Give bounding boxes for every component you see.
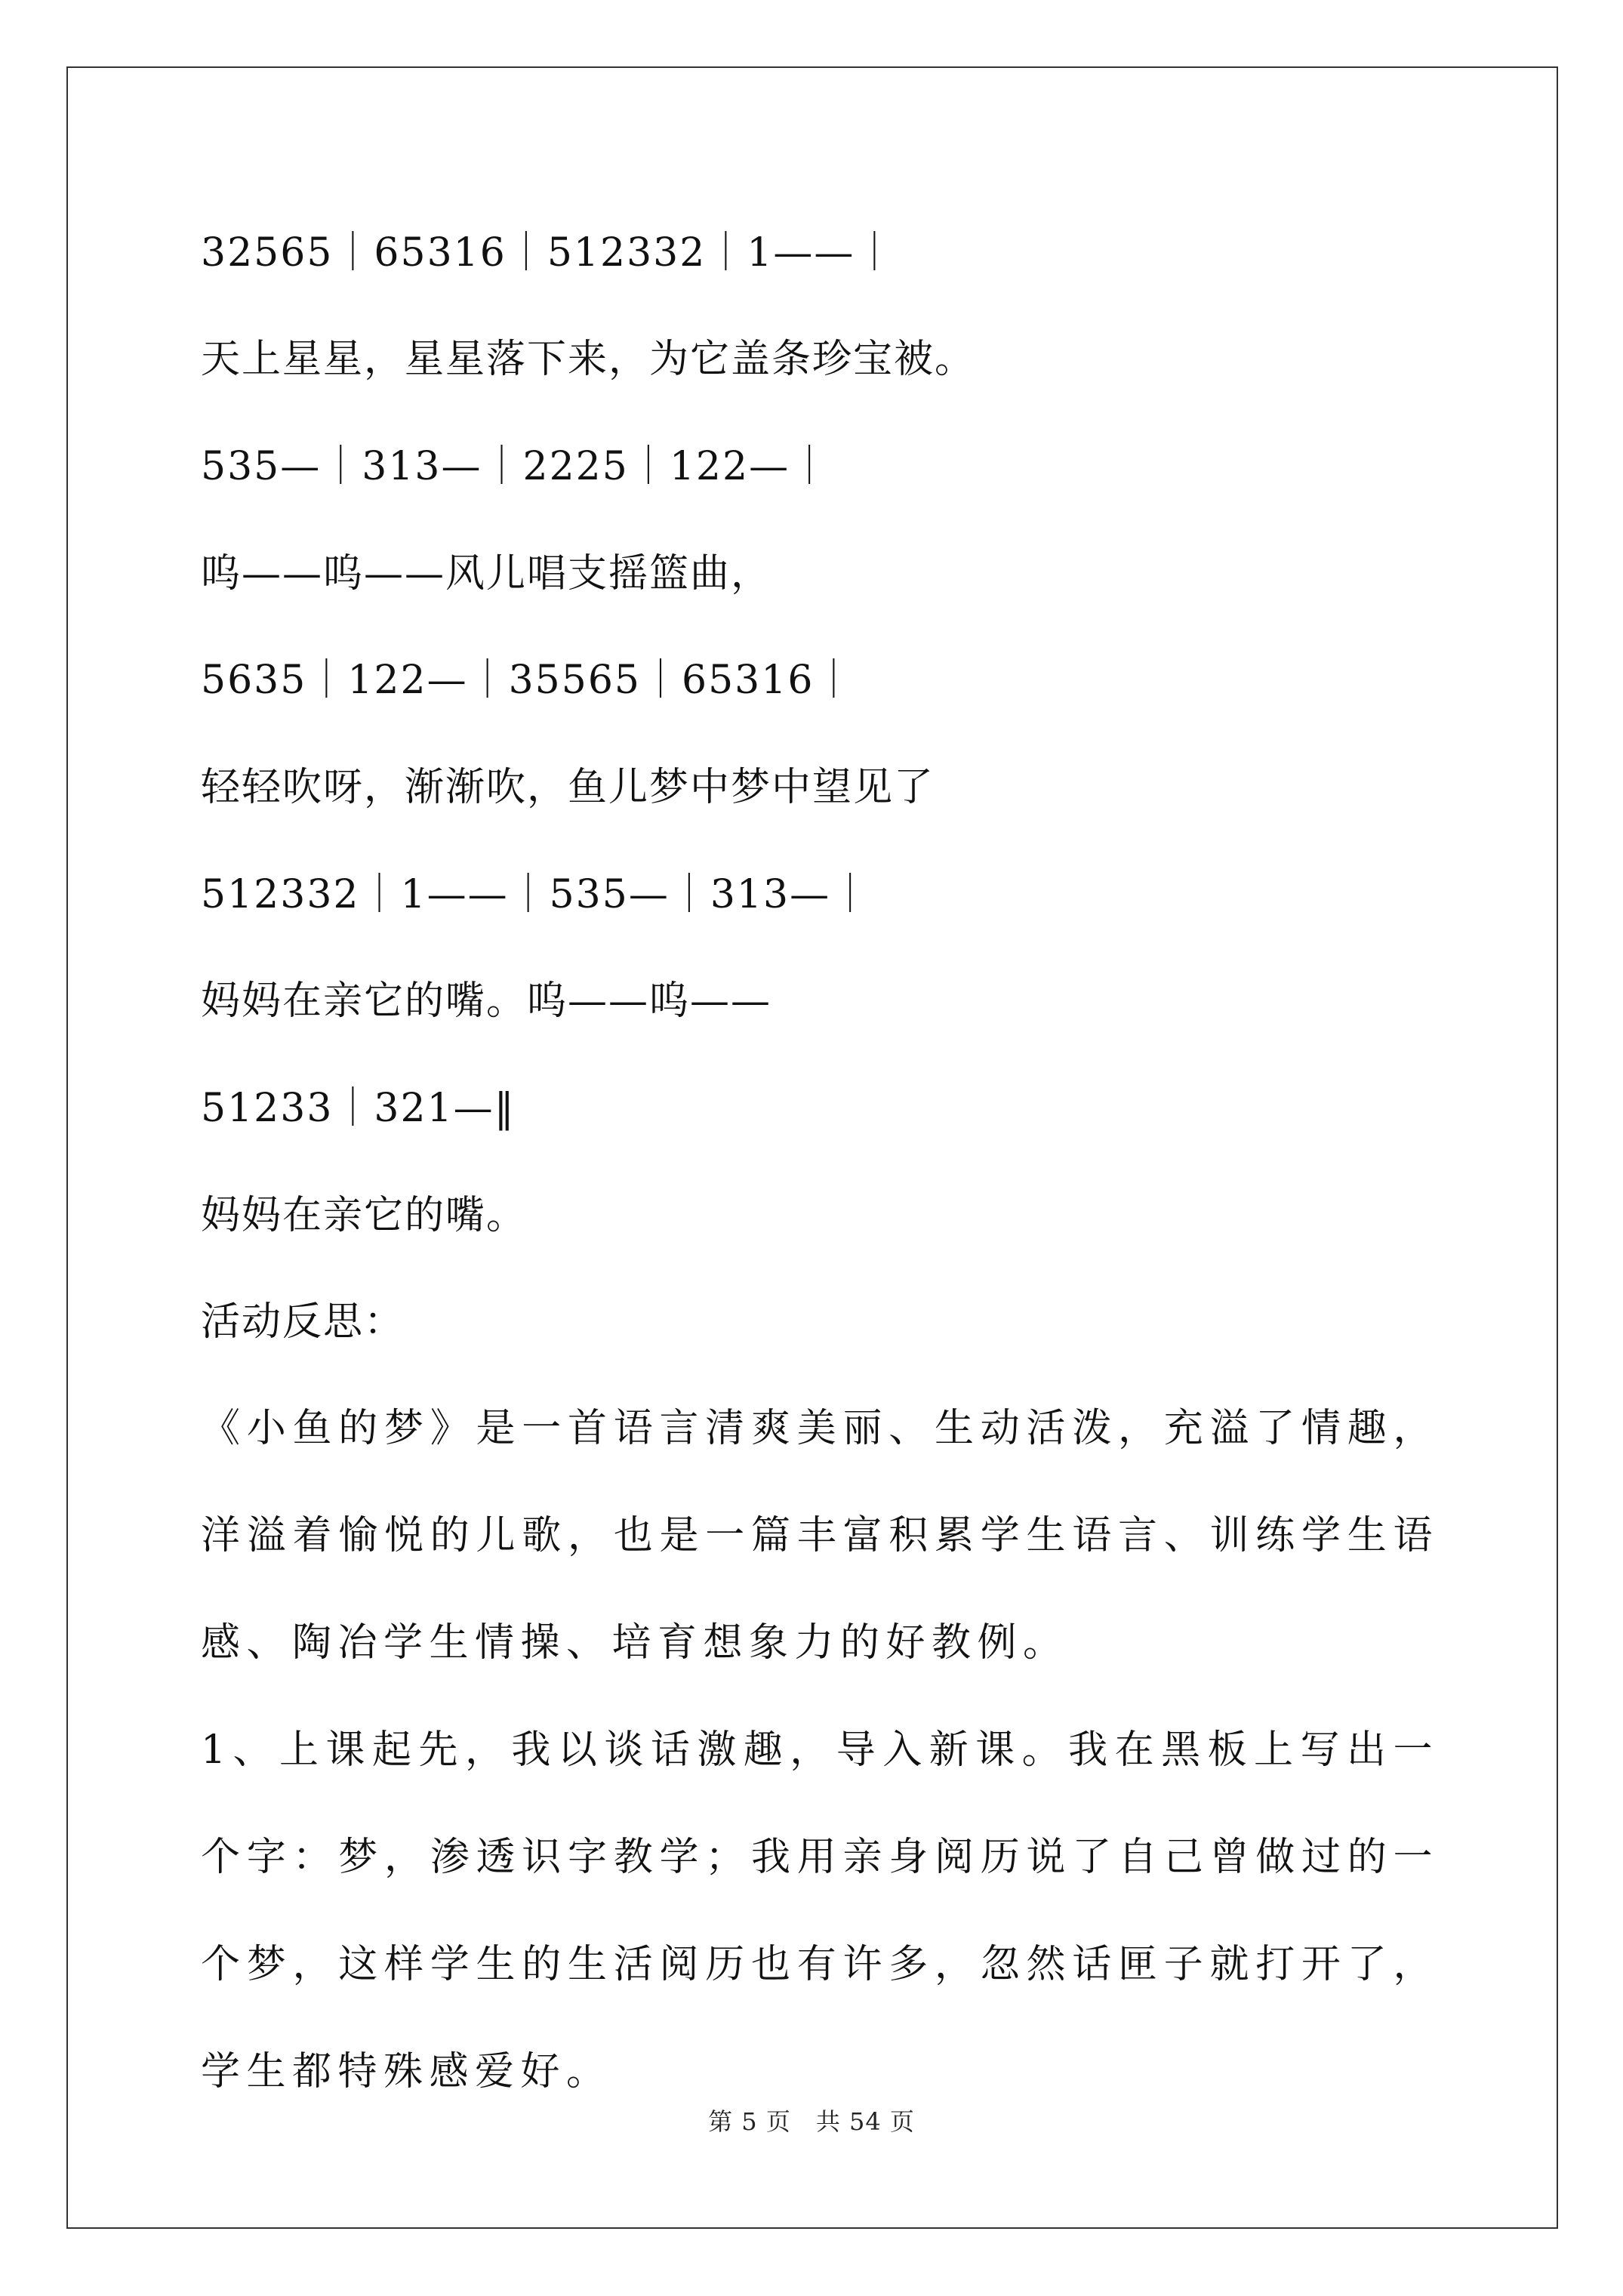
notation-line-1: 32565｜65316｜512332｜1——｜: [201, 230, 896, 276]
lyric-line-4: 妈妈在亲它的嘴。呜——呜——: [201, 978, 772, 1024]
section-heading: 活动反思：: [201, 1299, 405, 1345]
lyric-line-1: 天上星星，星星落下来，为它盖条珍宝被。: [201, 337, 976, 382]
lyric-line-2: 呜——呜——风儿唱支摇篮曲，: [201, 551, 772, 596]
lyric-line-5: 妈妈在亲它的嘴。: [201, 1193, 528, 1238]
page-number-footer: 第 5 页 共 54 页: [708, 2107, 915, 2136]
reflection-paragraph-2: 1、上课起先，我以谈话激趣，导入新课。我在黑板上写出一个字：梦，渗透识字教学；我用亲身阅历说了自己曾做过的一个梦，这样学生的生活阅历也有许多，忽然话匣子就打开了，学生都特殊感爱好。: [201, 1727, 1439, 2094]
notation-line-3: 5635｜122—｜35565｜65316｜: [201, 658, 855, 703]
notation-line-5: 51233｜321—‖: [201, 1086, 516, 1131]
notation-line-2: 535—｜313—｜2225｜122—｜: [201, 444, 831, 489]
reflection-paragraph-1: 《小鱼的梦》是一首语言清爽美丽、生动活泼，充溢了情趣，洋溢着愉悦的儿歌，也是一篇丰富积累学生语言、训练学生语感、陶冶学生情操、培育想象力的好教例。: [201, 1406, 1439, 1666]
lyric-line-3: 轻轻吹呀，渐渐吹，鱼儿梦中梦中望见了: [201, 765, 935, 810]
notation-line-4: 512332｜1——｜535—｜313—｜: [201, 872, 872, 917]
